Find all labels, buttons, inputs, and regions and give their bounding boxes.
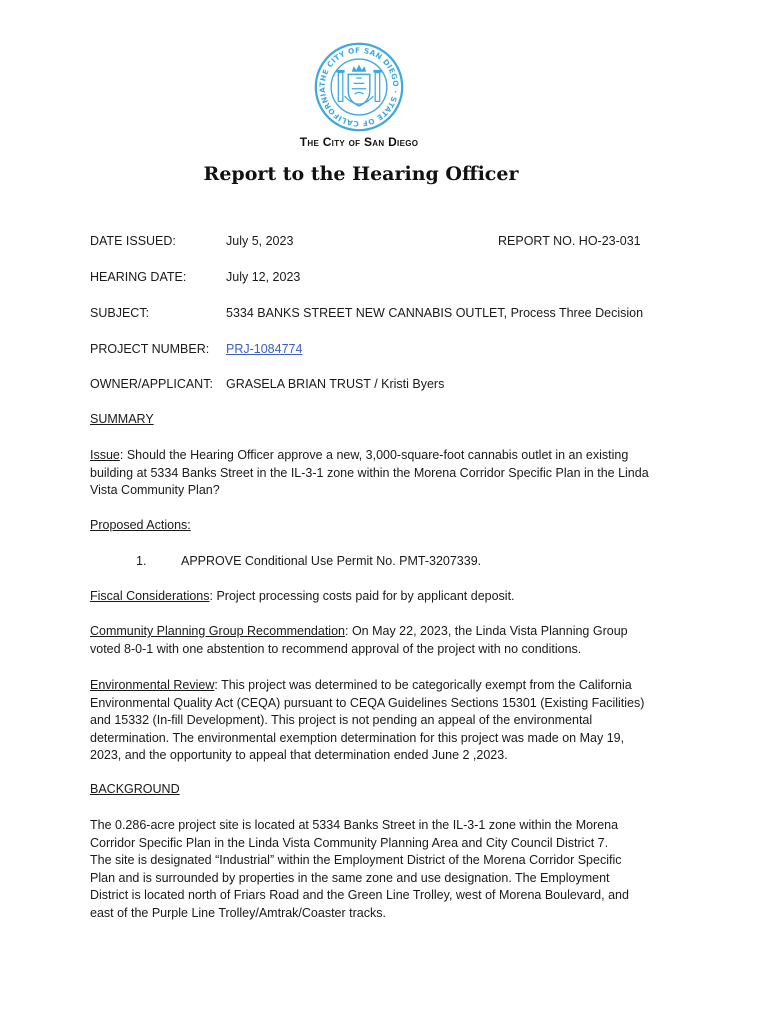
background-heading: BACKGROUND <box>90 782 180 796</box>
background-line-1: The 0.286-acre project site is located at 5334 Banks Street in the IL-3-1 zone within the Morena <box>90 818 619 832</box>
background-line-2: Corridor Specific Plan in the Linda Vista Community Planning Area and City Council District 7. <box>90 835 609 850</box>
hearing-date-value: July 12, 2023 <box>226 270 301 284</box>
fiscal-paragraph <box>90 588 690 606</box>
owner-applicant-value: GRASELA BRIAN TRUST / Kristi Byers <box>226 377 445 391</box>
subject-value: 5334 BANKS STREET NEW CANNABIS OUTLET, Process Three Decision <box>226 306 644 320</box>
city-seal-logo <box>314 42 404 132</box>
summary-heading: SUMMARY <box>90 412 154 426</box>
report-number: REPORT NO. HO-23-031 <box>498 234 641 248</box>
issue-label: Issue <box>90 448 120 462</box>
seal-text: THE CITY OF SAN DIEGO · STATE OF CALIFORNIA <box>317 45 401 129</box>
environmental-paragraph: Environmental Review: This project was determined to be categorically exempt from the California Environmental Quality Act (CEQA) pursuant to CEQA Guidelines Sections 15301 (Existing Facilities) and 15332 (In-fill Development). This project is not pending an appeal of the environmental determination. The environmental exemption determination for this project was made on May 19, 2023, and the opportunity to appeal that determination ended June 2 ,2023. <box>90 677 690 765</box>
community-label: Community Planning Group Recommendation <box>90 624 345 638</box>
environmental-line-4: determination. The environmental exemption determination for this project was made on May 19, <box>90 730 625 745</box>
environmental-line-3: and 15332 (In-fill Development). This project is not pending an appeal of the environmental <box>90 713 593 727</box>
background-line-6: east of the Purple Line Trolley/Amtrak/Coaster tracks. <box>90 905 386 920</box>
owner-applicant-label: OWNER/APPLICANT: <box>90 377 213 391</box>
background-paragraph <box>90 817 690 922</box>
background-line-4: Plan and is surrounded by properties in the same zone and use designation. The Employment <box>90 870 610 885</box>
background-line-5: District is located north of Friars Road and the Green Line Trolley, west of Morena Boulevard, and <box>90 888 629 902</box>
environmental-line-5: 2023, and the opportunity to appeal that determination ended June 2 ,2023. <box>90 748 508 762</box>
issue-line-3: Vista Community Plan? <box>90 483 220 497</box>
project-number-label: PROJECT NUMBER: <box>90 342 210 356</box>
environmental-line-2: Environmental Quality Act (CEQA) pursuant to CEQA Guidelines Sections 15301 (Existing Facilities) <box>90 695 645 710</box>
community-line-2: voted 8-0-1 with one abstention to recommend approval of the project with no conditions. <box>90 641 582 656</box>
community-paragraph: Community Planning Group Recommendation: On May 22, 2023, the Linda Vista Planning Group voted 8-0-1 with one abstention to recommend approval of the project with no conditions. <box>90 623 690 658</box>
hearing-date-label: HEARING DATE: <box>90 270 187 284</box>
svg-text:THE CITY OF SAN DIEGO · STATE <box>318 46 401 129</box>
action-text: APPROVE Conditional Use Permit No. PMT-3207339. <box>181 554 482 568</box>
report-title: Report to the Hearing Officer <box>203 163 519 185</box>
issue-line-1: Issue: Should the Hearing Officer approve a new, 3,000-square-foot cannabis outlet in an existing <box>90 448 629 462</box>
background-line-3: The site is designated “Industrial” within the Employment District of the Morena Corridor Specific <box>90 853 622 867</box>
project-number-link[interactable]: PRJ-1084774 <box>226 342 303 356</box>
fiscal-text: : Project processing costs paid for by applicant deposit. <box>209 589 515 603</box>
fiscal-label: Fiscal Considerations <box>90 589 210 603</box>
proposed-actions-heading: Proposed Actions: <box>90 518 191 532</box>
subject-label: SUBJECT: <box>90 306 150 320</box>
date-issued-value: July 5, 2023 <box>226 234 294 248</box>
action-number: 1. <box>136 554 147 568</box>
date-issued-label: DATE ISSUED: <box>90 234 176 248</box>
issue-line-2: building at 5334 Banks Street in the IL-3-1 zone within the Morena Corridor Specific Plan in the Linda <box>90 465 649 480</box>
environmental-label: Environmental Review <box>90 678 215 692</box>
city-name: The City of San Diego <box>299 135 419 149</box>
issue-paragraph <box>90 447 690 500</box>
